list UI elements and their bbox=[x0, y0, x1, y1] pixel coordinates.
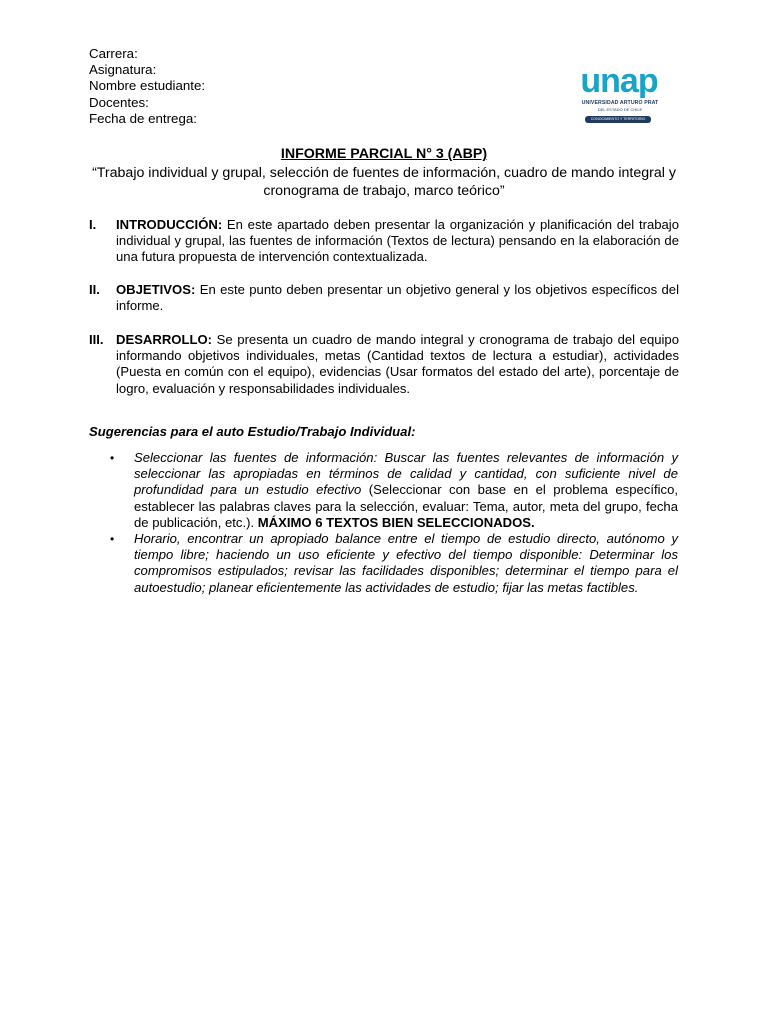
field-carrera: Carrera: bbox=[89, 46, 138, 61]
suggestions-list bbox=[110, 450, 678, 596]
section-introduccion bbox=[89, 217, 679, 266]
section-text: En este apartado deben presentar la organización y planificación del trabajo individual y grupal, las fuentes de información (Textos de lectura) pensando en la elaboración de una futura propuesta de intervención contextualizada. bbox=[116, 217, 679, 265]
document-subtitle: “Trabajo individual y grupal, selección de fuentes de información, cuadro de mando integral y cronograma de trabajo, marco teórico” bbox=[92, 165, 676, 199]
header-fields bbox=[89, 46, 205, 127]
section-body bbox=[116, 282, 679, 314]
section-desarrollo bbox=[89, 332, 679, 397]
section-number: III. bbox=[89, 332, 104, 347]
logo-wordmark: unap bbox=[580, 66, 658, 98]
bullet-icon: • bbox=[110, 532, 115, 547]
section-heading: INTRODUCCIÓN: bbox=[116, 217, 223, 232]
unap-logo-icon bbox=[572, 66, 666, 98]
section-number: I. bbox=[89, 217, 97, 232]
bullet-bold-text: MÁXIMO 6 TEXTOS BIEN SELECCIONADOS. bbox=[257, 514, 535, 530]
suggestions-heading: Sugerencias para el auto Estudio/Trabajo Individual: bbox=[89, 424, 416, 439]
title-block bbox=[89, 146, 679, 200]
bullet-normal-text: (Seleccionar con base en el problema específico, establecer las palabras claves para la selección, evaluar: Tema, autor, meta del grupo, fecha de publicación, etc.). bbox=[134, 482, 678, 530]
section-body bbox=[116, 217, 679, 266]
logo-university-sub: DEL ESTADO DE CHILE bbox=[597, 107, 643, 112]
section-text: En este punto deben presentar un objetivo general y los objetivos específicos del informe. bbox=[116, 282, 679, 314]
university-logo bbox=[572, 66, 666, 126]
section-heading: DESARROLLO: bbox=[116, 332, 213, 347]
list-item bbox=[110, 450, 678, 531]
field-asignatura: Asignatura: bbox=[89, 62, 157, 78]
section-text: Se presenta un cuadro de mando integral y cronograma de trabajo del equipo informando objetivos individuales, metas (Cantidad textos de lectura a estudiar), actividades (Puesta en común con el equipo), evidencias (Usar formatos del estado del arte), porcentaje de logro, evaluación y responsabilidades individuales. bbox=[116, 332, 679, 396]
bullet-icon: • bbox=[110, 451, 115, 465]
section-number: II. bbox=[89, 282, 100, 297]
bullet-italic-text: Seleccionar las fuentes de información: Buscar las fuentes relevantes de información y seleccionar las apropiadas en términos de calidad y cantidad, con suficiente nivel de profundidad para un estudio efectivo bbox=[134, 450, 678, 498]
field-nombre-estudiante: Nombre estudiante: bbox=[89, 78, 206, 94]
document-title: INFORME PARCIAL N° 3 (ABP) bbox=[280, 146, 488, 162]
logo-tagline: CONOCIMIENTO Y TERRITORIO bbox=[585, 116, 651, 123]
section-body bbox=[116, 332, 679, 397]
section-heading: OBJETIVOS: bbox=[116, 282, 196, 297]
logo-university-name: UNIVERSIDAD ARTURO PRAT bbox=[581, 100, 659, 106]
list-item bbox=[110, 531, 678, 596]
field-fecha-entrega: Fecha de entrega: bbox=[89, 110, 197, 126]
section-objetivos bbox=[89, 282, 679, 314]
field-docentes: Docentes: bbox=[89, 94, 149, 110]
bullet-italic-text: Horario, encontrar un apropiado balance entre el tiempo de estudio directo, autónomo y tiempo libre; haciendo un uso eficiente y efectivo del tiempo disponible: Determinar los compromisos estipulados; revisar las facilidades disponibles; determinar el tiempo para el autoestudio; planear eficientemente las actividades de estudio; fijar las metas factibles. bbox=[134, 531, 678, 595]
